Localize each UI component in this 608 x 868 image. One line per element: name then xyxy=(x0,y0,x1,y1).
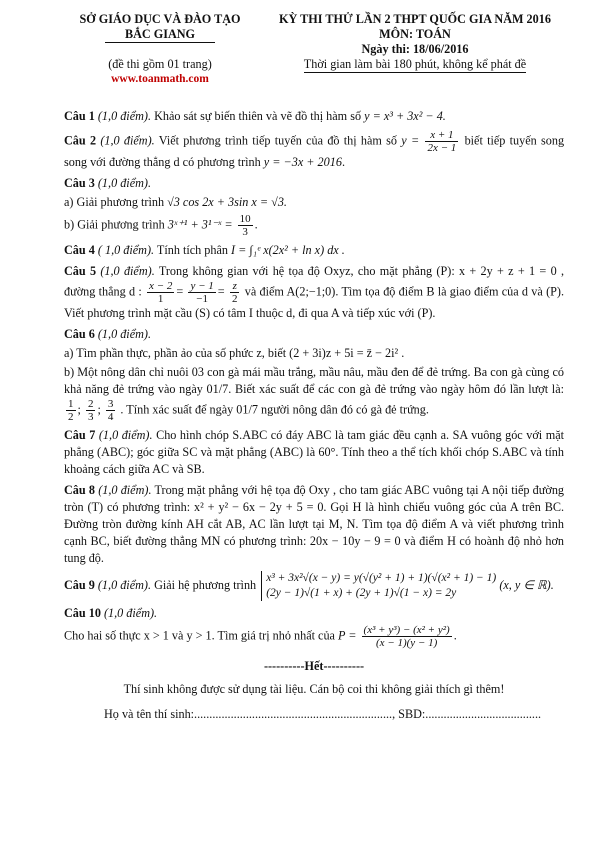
fraction: $\frac{2}{3}$ xyxy=(87,398,94,423)
fraction: $\frac{\text{(x³ + y³) − (x² + y²)}}{(x - 1)(y - 1)}$ xyxy=(363,624,450,649)
equation-system: x³ + 3x²√(x − y) = y(√(y² + 1) + 1)(√(x² + 1) − 1) (2y − 1)√(1 + x) + (2y + 1)√(1 − x) = 2y xyxy=(261,571,496,601)
question-9: Câu 9 (1,0 điểm). Giải hệ phương trình x³ + 3x²√(x − y) = y(√(y² + 1) + 1)(√(x² + 1) − 1) (2y − 1)√(1 + x) + (2y + 1)√(1 − x) = 2y (x, y ∈ ℝ). xyxy=(64,572,554,599)
exam-note: Thí sinh không được sử dụng tài liệu. Cán bộ coi thi không giải thích gì thêm! xyxy=(123,682,505,696)
header-left xyxy=(60,12,260,87)
question-10: Câu 10 (1,0 điểm). xyxy=(64,606,158,620)
time-limit: Thời gian làm bài 180 phút, không kể phát đề xyxy=(303,57,527,71)
fraction: $\frac{y - 1}{-1}$ xyxy=(190,280,214,305)
fraction: $\frac{1}{2}$ xyxy=(68,398,74,423)
subject-name: MÔN: TOÁN xyxy=(379,27,451,41)
exam-body xyxy=(64,108,564,722)
fraction: $\frac{10}{3}$ xyxy=(239,213,251,238)
question-4: Câu 4 ( 1,0 điểm). Tính tích phân I = ∫₁ᵉ x(2x² + ln x) dx . xyxy=(64,243,345,257)
fraction: $\frac{z}{2}$ xyxy=(231,280,238,305)
header-rule xyxy=(105,42,215,43)
question-6b: b) Một nông dân chỉ nuôi 03 con gà mái mầu trắng, mầu nâu, mầu đen để đẻ trứng. Ba con gà cùng có khả năng đẻ trứng vào ngày 01/7. Biết xác suất để các con gà đẻ trứng vào ngày hôm đó lần lượt là: $\frac{1}{2}$ ; $\frac{2}{3}$ ; $\frac{3}{4}$ . Tính xác suất để ngày 01/7 người nông dân đó có gà đẻ trứng. xyxy=(64,365,564,423)
fraction: $\frac{x - 2}{1}$ xyxy=(149,280,173,305)
page-count-note: (đề thi gồm 01 trang) xyxy=(108,57,212,71)
question-2: Câu 2 (1,0 điểm). Viết phương trình tiếp tuyến của đồ thị hàm số y = $\frac{x + 1}{2x - 1}$ biết tiếp tuyến song song với đường thẳng d có phương trình y = −3x + 2016. xyxy=(64,129,565,169)
question-10-text: Cho hai số thực x > 1 và y > 1. Tìm giá trị nhỏ nhất của P = $\frac{\text{(x³ + y³) − (x² + y²)}}{(x - 1)(y - 1)}$ . xyxy=(64,624,457,649)
question-1: Câu 1 (1,0 điểm). Khảo sát sự biến thiên và vẽ đồ thị hàm số y = x³ + 3x² − 4. xyxy=(64,109,446,123)
exam-title: KỲ THI THỬ LẦN 2 THPT QUỐC GIA NĂM 2016 xyxy=(279,12,551,26)
fraction: $\frac{3}{4}$ xyxy=(107,398,114,423)
header-right xyxy=(265,12,565,72)
question-5: Câu 5 (1,0 điểm). Trong không gian với hệ tọa độ Oxyz, cho mặt phẳng (P): x + 2y + z + 1 = 0 , đường thẳng d : $\frac{x - 2}{1}$ = $\frac{y - 1}{-1}$ = $\frac{z}{2}$ và điểm A(2;−1;0). Tìm tọa độ điểm B là giao điểm của d và (P). Viết phương trình mặt cầu (S) có tâm I thuộc d, đi qua A và tiếp xúc với (P). xyxy=(64,264,565,320)
question-3b: b) Giải phương trình 3ˣ⁺¹ + 3¹⁻ˣ = $\frac{10}{3}$ . xyxy=(64,213,258,238)
question-6a: a) Tìm phần thực, phần ảo của số phức z, biết (2 + 3i)z + 5i = z̄ − 2i² . xyxy=(64,346,405,360)
question-6: Câu 6 (1,0 điểm). xyxy=(64,327,152,341)
candidate-info: Họ và tên thí sinh:................................................................., SBD:...................................... xyxy=(104,707,542,721)
website-link[interactable]: www.toanmath.com xyxy=(111,73,209,85)
exam-date: Ngày thi: 18/06/2016 xyxy=(361,42,469,56)
fraction: $\frac{x + 1}{2x - 1}$ xyxy=(427,129,457,154)
question-3: Câu 3 (1,0 điểm). xyxy=(64,176,152,190)
question-7: Câu 7 (1,0 điểm). Cho hình chóp S.ABC có đáy ABC là tam giác đều cạnh a. SA vuông góc với mặt phẳng (ABC); góc giữa SC và mặt phẳng (ABC) là 60°. Tính theo a thể tích khối chóp S.ABC và tính khoảng cách giữa AC và SB. xyxy=(64,428,564,476)
province-name: BẮC GIANG xyxy=(124,27,196,41)
question-8: Câu 8 (1,0 điểm). Trong mặt phẳng với hệ tọa độ Oxy , cho tam giác ABC vuông tại A nội tiếp đường tròn (T) có phương trình: x² + y² − 6x − 2y + 5 = 0. Gọi H là hình chiếu vuông góc của A trên BC. Đường tròn đường kính AH cắt AB, AC lần lượt tại M, N. Tìm tọa độ điểm A và viết phương trình cạnh BC, biết đường thẳng MN có phương trình: 20x − 10y − 9 = 0 và điểm H có hoành độ nhỏ hơn tung độ. xyxy=(64,483,565,565)
end-mark: ----------Hết---------- xyxy=(263,659,365,673)
department-name: SỞ GIÁO DỤC VÀ ĐÀO TẠO xyxy=(79,12,241,26)
question-3a: a) Giải phương trình √3 cos 2x + 3sin x = √3. xyxy=(64,195,287,209)
